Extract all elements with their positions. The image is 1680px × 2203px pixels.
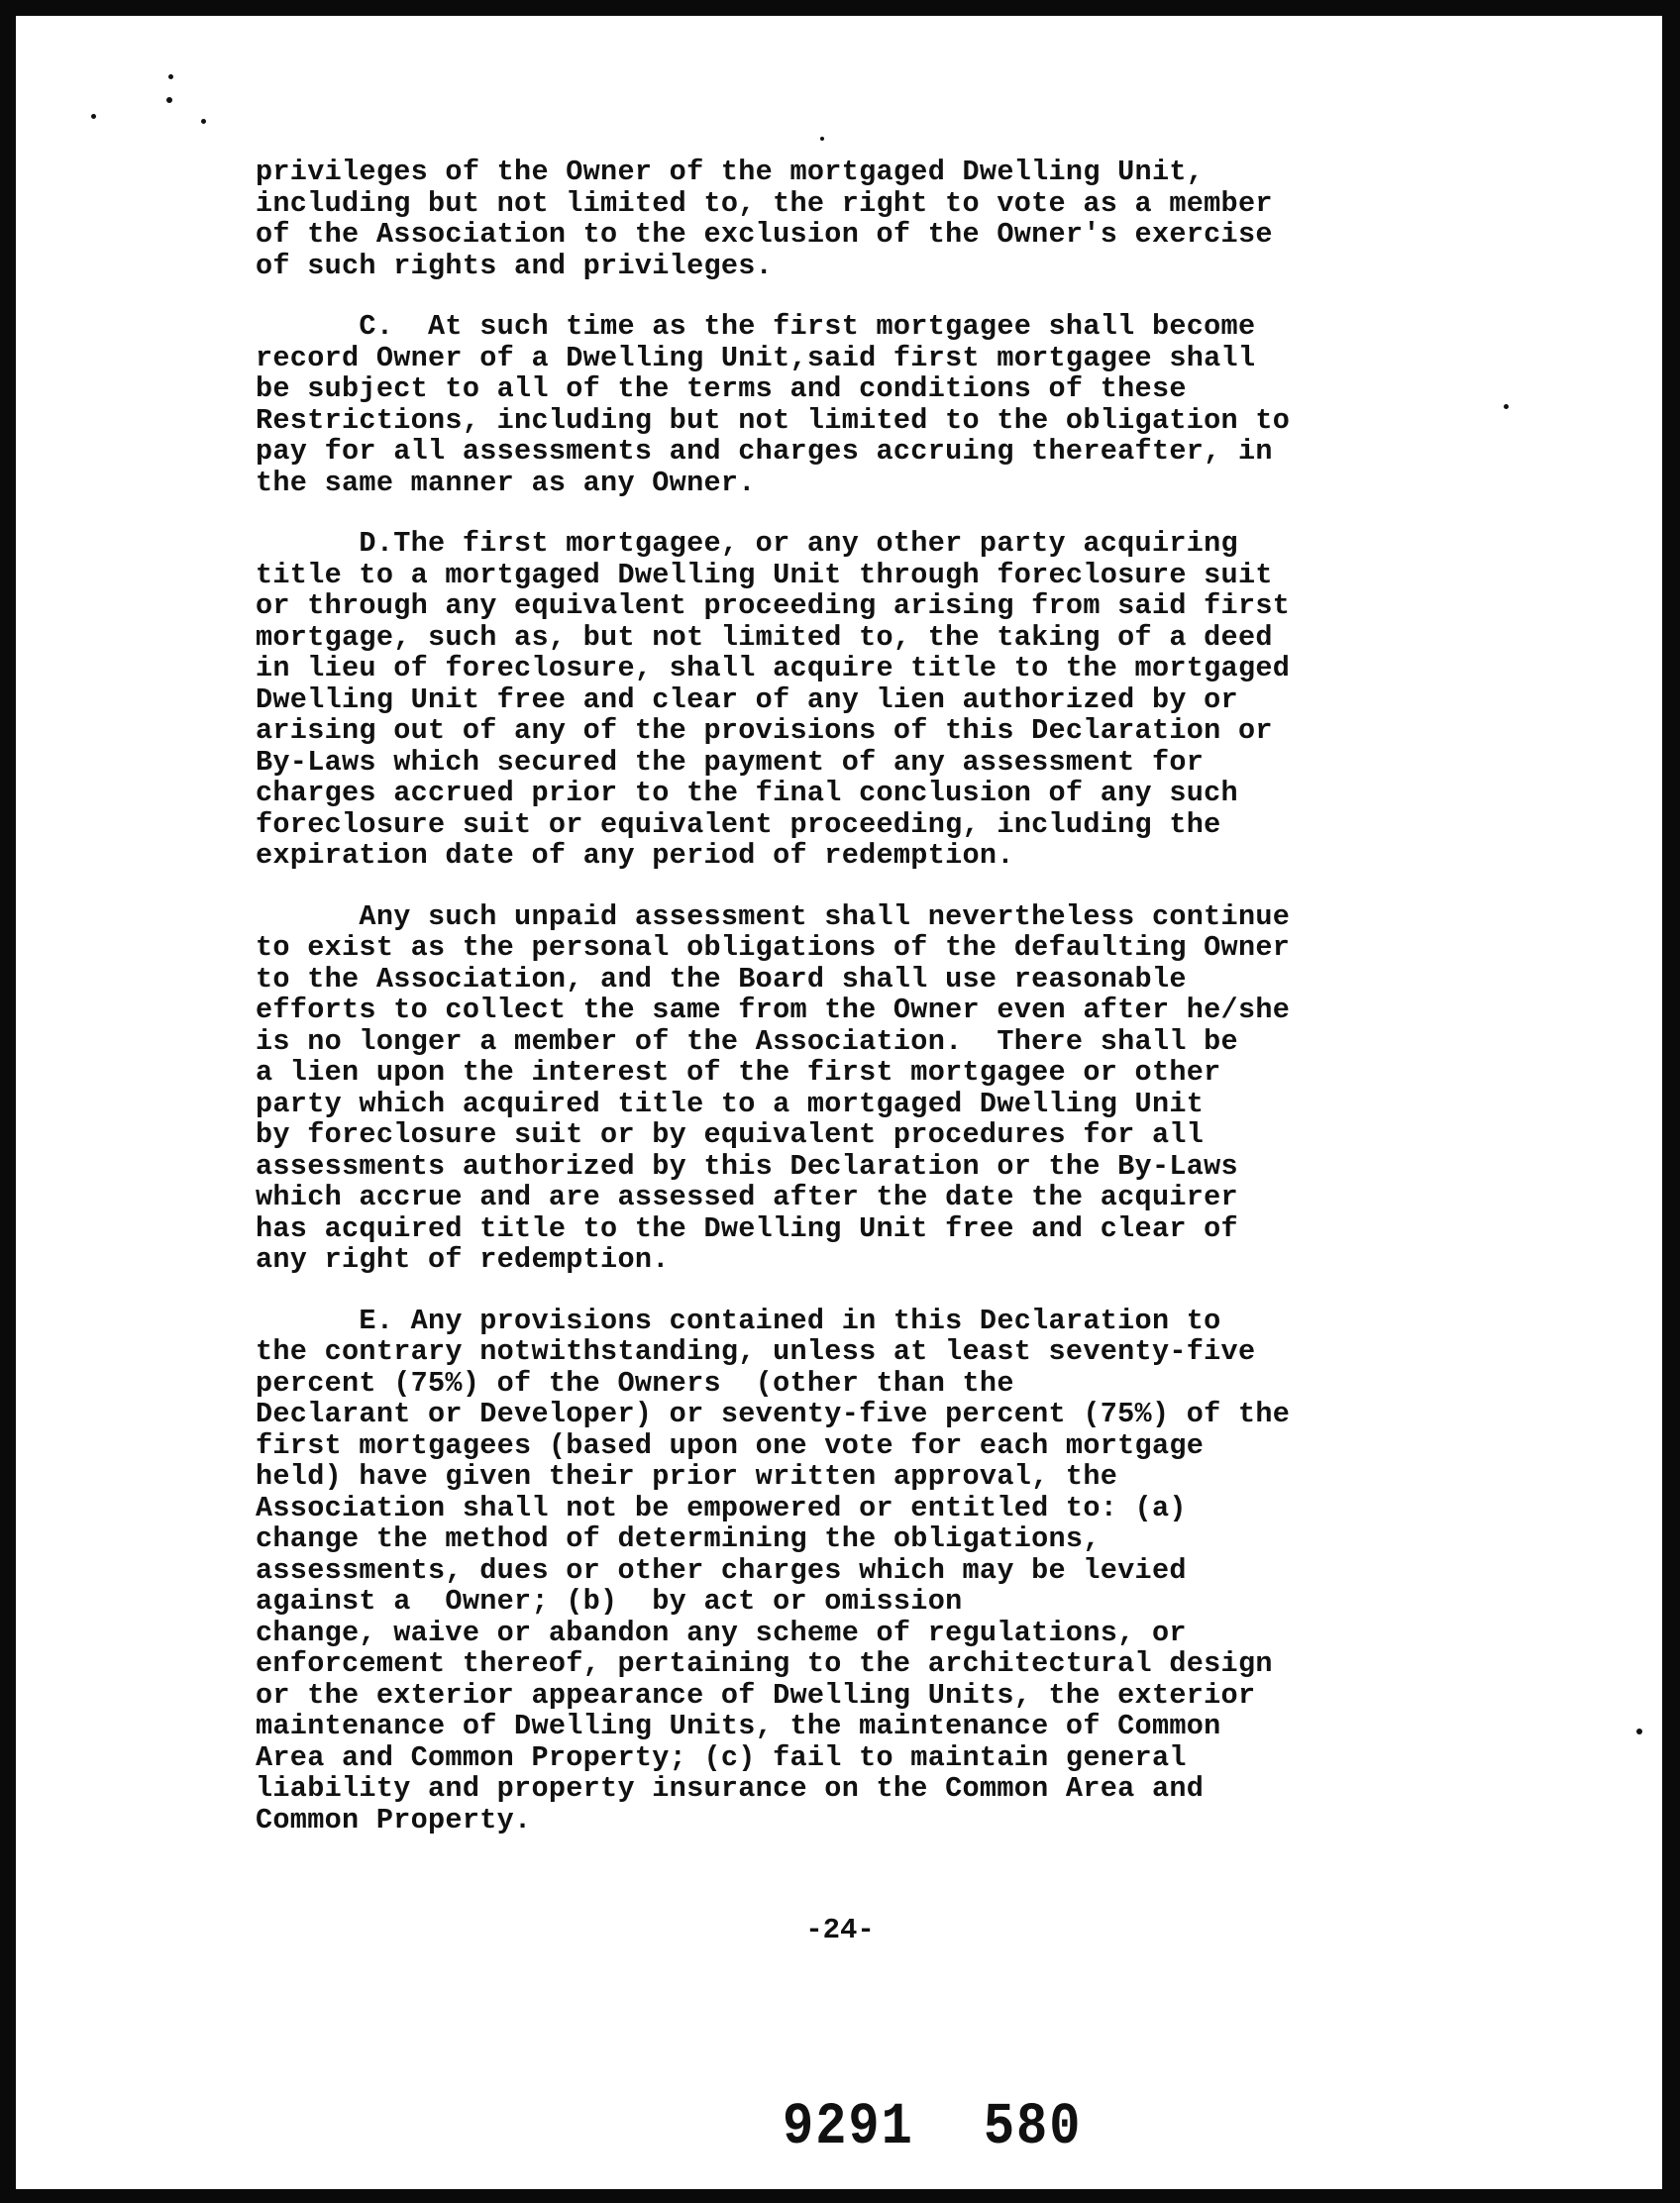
text-line: E. Any provisions contained in this Declaration to (256, 1304, 1221, 1337)
text-line: assessments, dues or other charges which may be levied (256, 1553, 1187, 1587)
stamp-page-number: 580 (983, 2093, 1083, 2161)
text-line: efforts to collect the same from the Owner even after he/she (256, 994, 1291, 1026)
text-line: of such rights and privileges. (256, 249, 774, 282)
text-line: Common Property. (256, 1803, 532, 1836)
scan-speck (91, 114, 96, 119)
document-stamp (783, 2094, 1151, 2161)
text-line: liability and property insurance on the Common Area and (256, 1772, 1205, 1805)
text-line: arising out of any of the provisions of this Declaration or (256, 714, 1273, 747)
text-line: maintenance of Dwelling Units, the maintenance of Common (256, 1710, 1221, 1742)
text-line: assessments authorized by this Declaration or the By-Laws (256, 1149, 1238, 1183)
paragraph-e (256, 1306, 1464, 1836)
text-line: Restrictions, including but not limited to the obligation to (256, 403, 1291, 437)
text-line: the same manner as any Owner. (256, 466, 756, 499)
text-line: or through any equivalent proceeding arising from said first (256, 589, 1291, 622)
scan-speck (201, 119, 206, 124)
text-line: or the exterior appearance of Dwelling Units, the exterior (256, 1678, 1256, 1712)
paragraph-unpaid-assessment (256, 901, 1464, 1276)
text-line: to exist as the personal obligations of the defaulting Owner (256, 931, 1291, 964)
text-line: held) have given their prior written approval, the (256, 1460, 1118, 1493)
text-line: be subject to all of the terms and conditions of these (256, 372, 1187, 405)
paragraph-c (256, 311, 1464, 498)
document-body (256, 157, 1464, 1865)
text-line: against a Owner; (b) by act or omission (256, 1585, 963, 1618)
page-number: -24- (805, 1914, 875, 1946)
text-line: first mortgagees (based upon one vote for each mortgage (256, 1428, 1205, 1462)
text-line: in lieu of foreclosure, shall acquire title to the mortgaged (256, 652, 1291, 684)
text-line: by foreclosure suit or by equivalent procedures for all (256, 1118, 1205, 1151)
scan-speck (1504, 404, 1509, 409)
text-line: the contrary notwithstanding, unless at least seventy-five (256, 1335, 1256, 1368)
scan-speck (1636, 1729, 1642, 1734)
text-line: Any such unpaid assessment shall nevertheless continue (256, 899, 1291, 933)
scan-speck (166, 97, 172, 103)
text-line: which accrue and are assessed after the date the acquirer (256, 1181, 1238, 1213)
text-line: Association shall not be empowered or entitled to: (a) (256, 1491, 1187, 1524)
text-line: party which acquired title to a mortgaged Dwelling Unit (256, 1087, 1205, 1120)
text-line: change the method of determining the obligations, (256, 1522, 1101, 1555)
text-line: By-Laws which secured the payment of any assessment for (256, 745, 1205, 779)
text-line: including but not limited to, the right to vote as a member (256, 186, 1273, 220)
scan-speck (168, 74, 173, 79)
text-line: Declarant or Developer) or seventy-five percent (75%) of the (256, 1398, 1291, 1430)
text-line: any right of redemption. (256, 1243, 670, 1276)
text-line: title to a mortgaged Dwelling Unit through foreclosure suit (256, 558, 1273, 591)
text-line: Dwelling Unit free and clear of any lien authorized by or (256, 682, 1238, 716)
text-line: C. At such time as the first mortgagee shall become (256, 310, 1256, 343)
text-line: mortgage, such as, but not limited to, the taking of a deed (256, 620, 1273, 654)
text-line: charges accrued prior to the final conclusion of any such (256, 777, 1238, 809)
text-line: is no longer a member of the Association. There shall be (256, 1024, 1238, 1058)
text-line: D.The first mortgagee, or any other party acquiring (256, 527, 1238, 560)
text-line: to the Association, and the Board shall use reasonable (256, 962, 1187, 996)
text-line: expiration date of any period of redemption. (256, 839, 1014, 872)
paragraph-privileges (256, 157, 1464, 281)
text-line: enforcement thereof, pertaining to the architectural design (256, 1647, 1273, 1680)
text-line: record Owner of a Dwelling Unit,said first mortgagee shall (256, 341, 1256, 374)
text-line: of the Association to the exclusion of the Owner's exercise (256, 218, 1273, 251)
text-line: foreclosure suit or equivalent proceeding, including the (256, 807, 1221, 841)
text-line: privileges of the Owner of the mortgaged Dwelling Unit, (256, 156, 1205, 188)
scan-speck (820, 137, 824, 141)
text-line: percent (75%) of the Owners (other than the (256, 1366, 1014, 1400)
text-line: Area and Common Property; (c) fail to maintain general (256, 1740, 1187, 1774)
text-line: has acquired title to the Dwelling Unit free and clear of (256, 1211, 1238, 1245)
text-line: a lien upon the interest of the first mortgagee or other (256, 1056, 1221, 1089)
text-line: pay for all assessments and charges accruing thereafter, in (256, 435, 1273, 468)
paragraph-d (256, 528, 1464, 872)
stamp-book-number: 9291 (783, 2093, 914, 2161)
text-line: change, waive or abandon any scheme of regulations, or (256, 1616, 1187, 1649)
